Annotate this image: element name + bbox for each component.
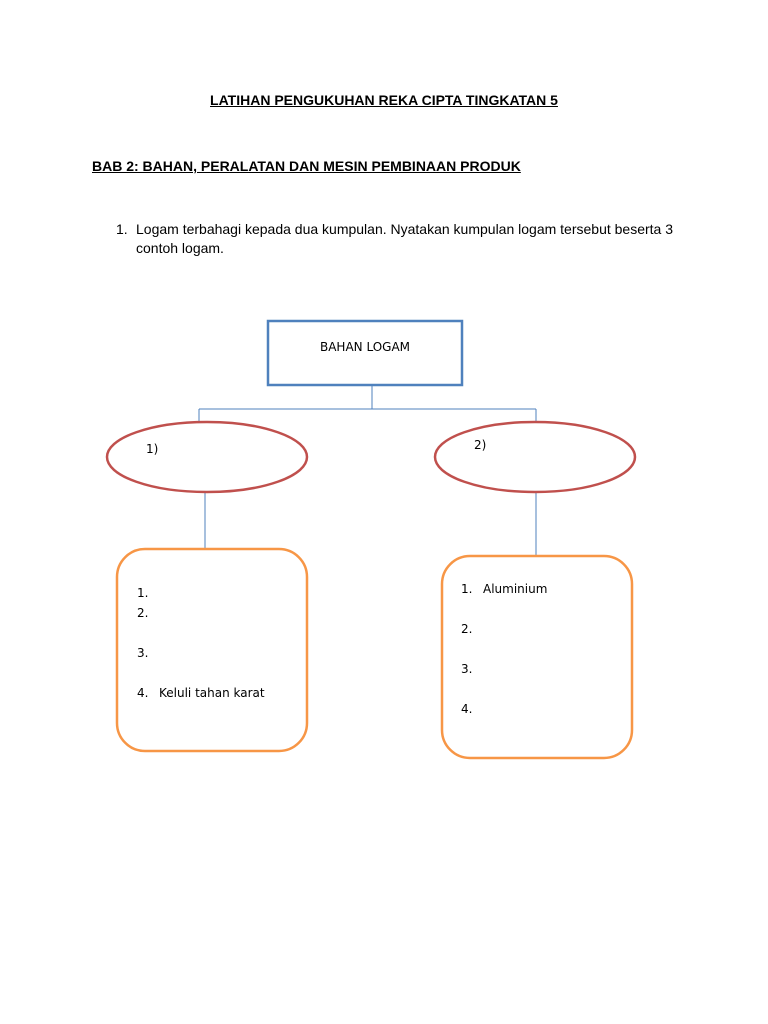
list-item-number: 1. bbox=[461, 582, 473, 596]
list-item-number: 4. bbox=[137, 686, 149, 700]
list-item-number: 2. bbox=[461, 622, 473, 636]
list-item bbox=[461, 582, 547, 596]
list-item bbox=[137, 686, 265, 700]
root-label: BAHAN LOGAM bbox=[319, 340, 411, 354]
question-number: 1. bbox=[116, 221, 128, 237]
list-item bbox=[461, 622, 483, 636]
list-item bbox=[461, 662, 483, 676]
list-item bbox=[137, 646, 159, 660]
list-item bbox=[137, 586, 159, 600]
right-group-label: 2) bbox=[474, 438, 487, 452]
left-group-ellipse bbox=[107, 422, 307, 492]
list-item-text: Aluminium bbox=[483, 582, 548, 596]
question-text: Logam terbahagi kepada dua kumpulan. Nyatakan kumpulan logam tersebut beserta 3 contoh logam. bbox=[136, 221, 674, 256]
list-item-number: 2. bbox=[137, 606, 149, 620]
list-item bbox=[137, 606, 159, 620]
left-group-label: 1) bbox=[146, 442, 159, 456]
chapter-heading: BAB 2: BAHAN, PERALATAN DAN MESIN PEMBINAAN PRODUK bbox=[92, 158, 521, 174]
right-group-list bbox=[461, 582, 621, 722]
list-item-number: 4. bbox=[461, 702, 473, 716]
list-item-number: 3. bbox=[137, 646, 149, 660]
right-group-ellipse bbox=[435, 422, 635, 492]
list-item bbox=[461, 702, 483, 716]
left-group-list bbox=[137, 586, 297, 716]
document-title-text: LATIHAN PENGUKUHAN REKA CIPTA TINGKATAN 5 bbox=[210, 92, 558, 108]
list-item-number: 1. bbox=[137, 586, 149, 600]
list-item-text: Keluli tahan karat bbox=[159, 686, 265, 700]
list-item-number: 3. bbox=[461, 662, 473, 676]
